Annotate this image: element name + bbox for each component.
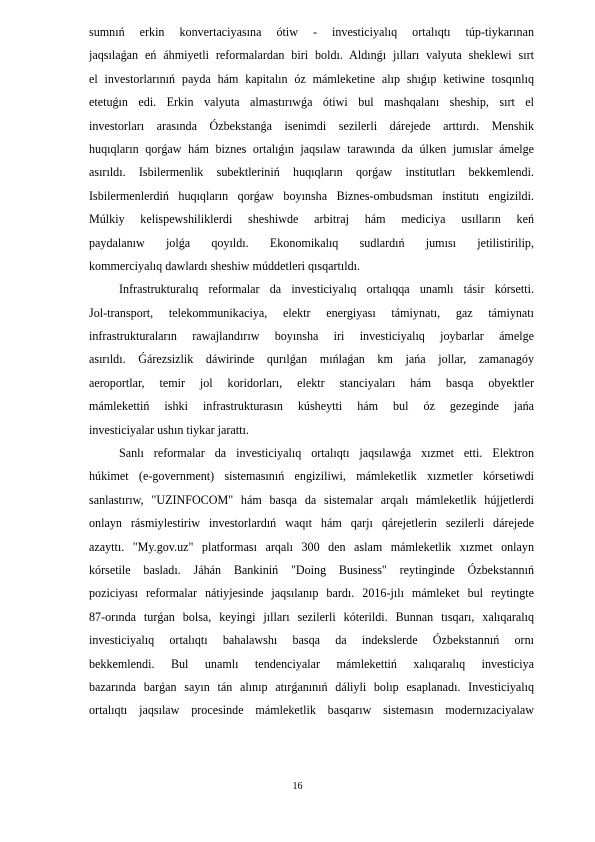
text-line: azayttı. "My.gov.uz" platforması arqalı 300 den aslam mámleketlik xızmet onlayn (89, 539, 534, 554)
text-line: Isbilermenlerdiń huqıqların qorǵaw boyınsha Biznes-ombudsman institutı engizildi. (89, 188, 534, 203)
text-line: sanlastırıw, "UZINFOCOM" hám basqa da sistemalar arqalı mámleketlik hújjetlerdi (89, 492, 534, 507)
text-line: paydalanıw jolǵa qoyıldı. Ekonomikalıq sudlardıń jumısı jetilistirilip, (89, 235, 534, 250)
text-line: Múlkiy kelispewshiliklerdi sheshiwde arbitraj hám mediciya usılların keń (89, 212, 534, 227)
page-number: 16 (292, 781, 303, 792)
text-line: bekkemlendi. Bul unamlı tendenciyalar mámlekettiń xalıqaralıq investiciya (89, 656, 534, 671)
paragraph-first-line: Sanlı reformalar da investiciyalıq ortalıqtı jaqsılawǵa xızmet etti. Elektron (119, 446, 534, 461)
text-line: 87-orında turǵan bolsa, keyingi jılları sezilerli kóterildi. Bunnan tısqarı, xalıqaralıq (89, 609, 534, 624)
text-line: infrastrukturaların rawajlandırıw boyınsha iri investiciyalıq joybarlar ámelge (89, 329, 534, 344)
document-body (89, 21, 534, 723)
paragraph-first-line: Infrastrukturalıq reformalar da investiciyalıq ortalıqqa unamlı tásir kórsetti. (119, 282, 534, 297)
text-line: aeroportlar, temir jol koridorları, elektr stanciyaları hám basqa obyektler (89, 375, 534, 390)
text-line: kommerciyalıq dawlardı sheshiw múddetleri qısqartıldı. (89, 258, 361, 273)
text-line: etetuǵın edi. Erkin valyuta almastırıwǵa ótiwi bul mashqalanı sheship, sırt el (89, 95, 534, 110)
text-line: onlayn rásmiylestiriw investorlardıń waqıt hám qarjı qárejetlerin sezilerli dárejede (89, 516, 534, 531)
text-line: bazarında barǵan sayın tán alınıp atırǵanınıń dáliyli bolıp esaplanadı. Investiciyalıq (89, 679, 534, 694)
text-line: asırıldı. Isbilermenlik subektleriniń huqıqların qorǵaw institutları bekkemlendi. (89, 165, 534, 180)
text-line: el investorlarınıń payda hám kapitalın óz mámleketine alıp shıǵıp ketiwine tosqınlıq (89, 71, 534, 86)
text-line: sumnıń erkin konvertaciyasına ótiw - investiciyalıq ortalıqtı túp-tiykarınan (89, 25, 534, 39)
text-line: kórsetile basladı. Jáhán Bankiniń "Doing Business" reytinginde Ózbekstannıń (89, 562, 534, 577)
text-line: huqıqların qorǵaw hám biznes ortalıǵın jaqsılaw tarawında da úlken jumıslar ámelge (89, 141, 534, 156)
text-line: Jol-transport, telekommunikaciya, elektr energiyası támiynatı, gaz támiynatı (89, 305, 534, 320)
text-line: poziciyası reformalar nátiyjesinde jaqsılanıp bardı. 2016-jılı mámleket bul reytingte (89, 586, 534, 601)
text-line: húkimet (e-government) sistemasınıń engiziliwi, mámleketlik xızmetler kórsetiwdi (89, 469, 534, 484)
text-line: asırıldı. Ǵárezsizlik dáwirinde qurılǵan mıńlaǵan km jańa jollar, zamanagóy (89, 352, 534, 367)
text-line: ortalıqtı jaqsılaw procesinde mámleketlik basqarıw sistemasın modernızaciyalaw (89, 703, 534, 718)
text-line: mámlekettiń ishki infrastrukturasın kúsheytti hám bul óz gezeginde jańa (89, 399, 534, 414)
text-line: investiciyalıq ortalıqtı bahalawshı basqa da indekslerde Ózbekstannıń ornı (89, 633, 534, 648)
text-line: investiciyalar ushın tiykar jarattı. (89, 422, 249, 437)
text-line: jaqsılaǵan eń áhmiyetli reformalardan biri boldı. Aldınǵı jılları valyuta sheklewi sırt (89, 48, 534, 63)
text-line: investorları arasında Ózbekstanǵa isenimdi sezilerli dárejede arttırdı. Menshik (89, 118, 534, 133)
